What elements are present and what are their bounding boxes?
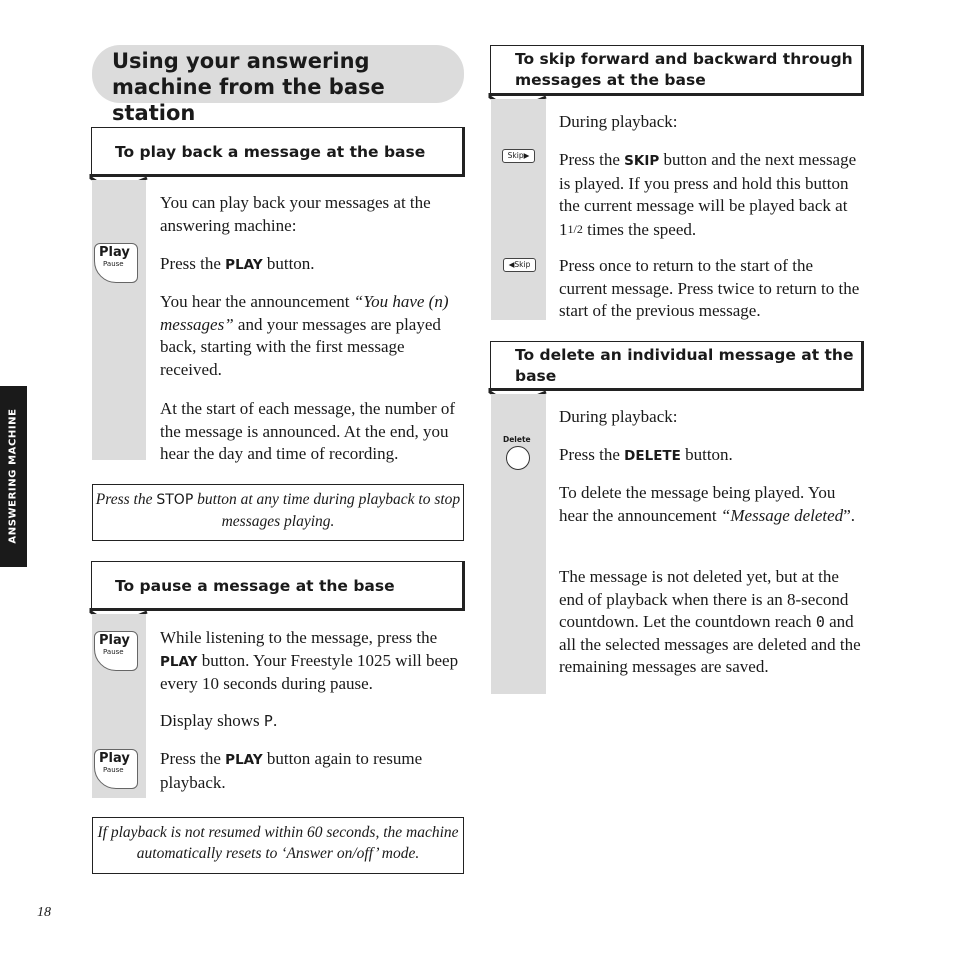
delete-p2: Press the DELETE button. [559, 445, 733, 464]
play-button-icon: Play Pause [94, 631, 138, 671]
keyword-skip: SKIP [624, 153, 660, 169]
delete-p3: To delete the message being played. You hear the announcement “Message deleted”. [559, 483, 855, 525]
triangle-left-icon: ◀ [508, 260, 515, 269]
side-tab [0, 386, 27, 567]
skip-p1: During playback: [559, 112, 678, 131]
delete-button-label: Delete [503, 435, 531, 444]
playback-p4: At the start of each message, the number of the message is announced. At the end, you hear the day and time of recording. [160, 399, 456, 463]
play-button-icon [94, 243, 138, 283]
delete-button-icon [506, 446, 530, 470]
page-number: 18 [37, 905, 51, 920]
stop-note: Press the STOP button at any time during playback to stop messages playing. [92, 484, 464, 541]
play-button-icon: Play Pause [94, 749, 138, 789]
pause-heading: To pause a message at the base [115, 577, 395, 595]
playback-p3: You hear the announcement “You have (n) messages” and your messages are played back, starting with the first message received. [160, 292, 449, 379]
delete-p1: During playback: [559, 407, 678, 426]
keyword-stop: STOP [156, 492, 194, 508]
pause-label: Pause [103, 260, 124, 268]
keyword-play: PLAY [225, 257, 263, 273]
resume-note: If playback is not resumed within 60 seconds, the machine automatically resets to ‘Answer on/off’ mode. [92, 817, 464, 874]
keyword-play: PLAY [225, 752, 263, 768]
pause-p3: Press the PLAY button again to resume playback. [160, 749, 423, 792]
playback-heading: To play back a message at the base [115, 143, 426, 161]
delete-p4: The message is not deleted yet, but at the end of playback when there is an 8-second countdown. Let the countdown reach 0 and all the selected messages are deleted and the remaining messages are saved. [559, 567, 861, 676]
announcement-quote: “Message deleted [720, 505, 844, 525]
announcement-quote: “You have (n) messages” [160, 292, 449, 334]
delete-heading: To delete an individual message at the base [515, 346, 854, 385]
triangle-right-icon: ▶ [523, 151, 530, 160]
skip-p3: Press once to return to the start of the current message. Press twice to return to the start of the previous message. [559, 256, 860, 320]
skip-p2: Press the SKIP button and the next message is played. If you press and hold this button the current message will be played back at 11/2 times the speed. [559, 150, 857, 239]
page-title: Using your answering machine from the base station [112, 49, 385, 125]
fraction-half: 1/2 [567, 221, 583, 236]
playback-p1: You can play back your messages at the answering machine: [160, 193, 431, 235]
skip-gray-bar [491, 99, 546, 320]
skip-heading: To skip forward and backward through messages at the base [515, 50, 853, 89]
side-tab-label: ANSWERING MACHINE [7, 408, 19, 544]
skip-forward-button-icon: Skip▶ [502, 149, 535, 163]
playback-p2: Press the PLAY button. [160, 254, 315, 273]
keyword-delete: DELETE [624, 448, 681, 464]
display-p: P [263, 712, 273, 730]
skip-back-button-icon: ◀Skip [503, 258, 536, 272]
playback-gray-bar [92, 180, 146, 460]
keyword-play: PLAY [160, 653, 198, 670]
play-label: Play [99, 245, 130, 260]
display-zero: 0 [815, 613, 825, 631]
pause-p1: While listening to the message, press the PLAY button. Your Freestyle 1025 will beep every 10 seconds during pause. [160, 628, 459, 693]
pause-p2: Display shows P. [160, 711, 278, 730]
